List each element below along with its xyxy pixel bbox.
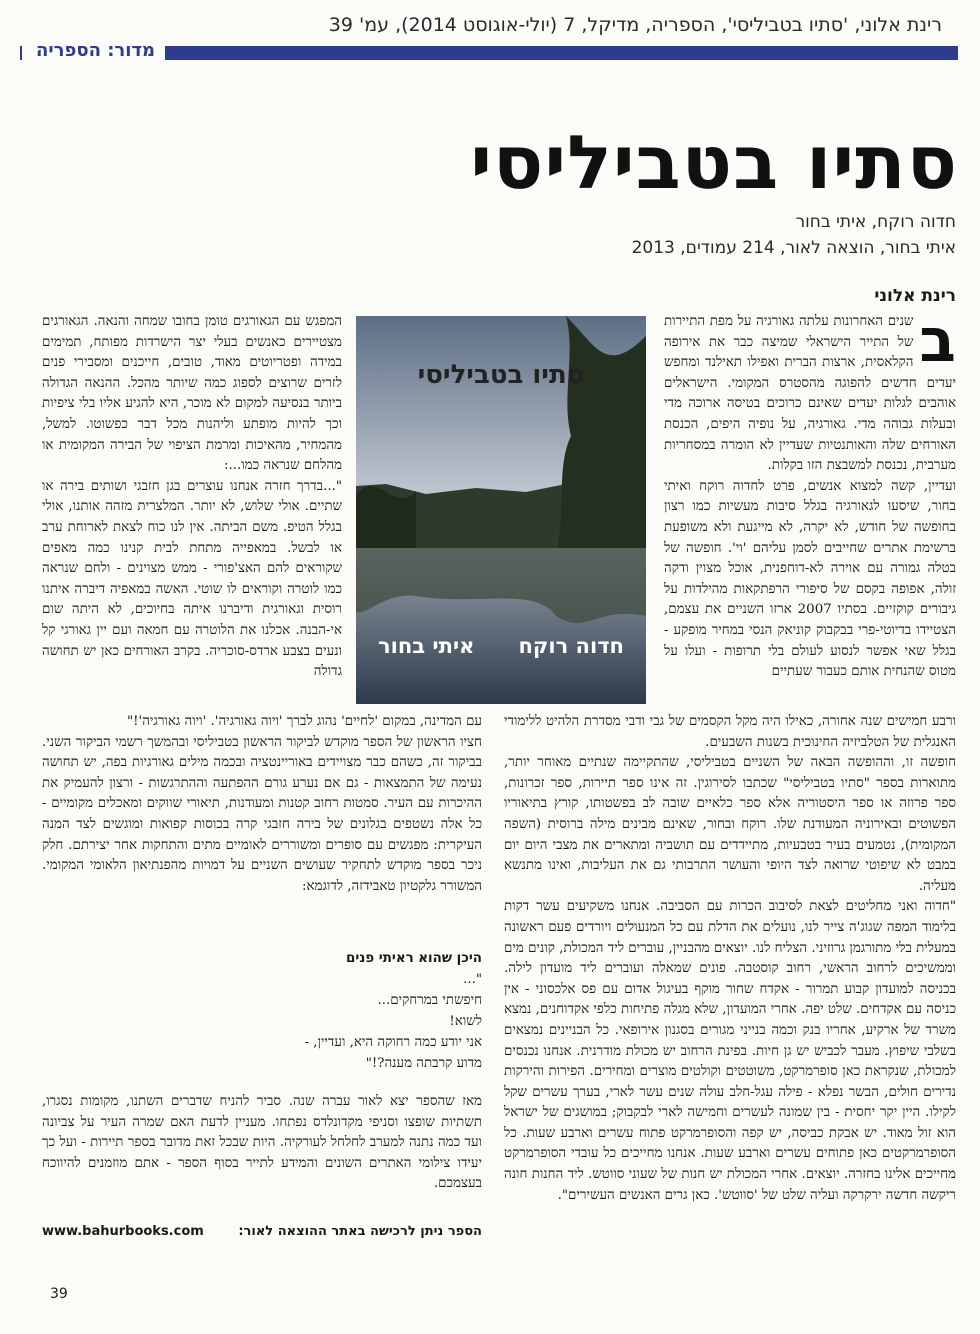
cover-author-left: איתי בחור — [378, 634, 475, 658]
purchase-line — [42, 1224, 482, 1239]
publisher-url[interactable]: www.bahurbooks.com — [42, 1224, 204, 1239]
section-label: מדור: הספריה — [22, 40, 165, 61]
purchase-text: הספר ניתן לרכישה באתר ההוצאה לאור: — [238, 1224, 482, 1239]
paragraph: "חדוה ואני מחליטים לצאת לסיבוב הכרות עם הסביבה. אנחנו משקיעים עשר דקות בלימוד המפה שגוג'ה צייר לנו, נועלים את הדלת עם כל המנעולים ויורדים פעם ראשונה במעלית בלי מתורגמן גרוזיני. הצליח לנו. יוצאים מהבניין, עוברים ליד המכולת, קונים מים וממשיכים לרחוב הראשי, רחוב קוסטבה. פונים שמאלה ועוברים ליד מועדון לילה. בכניסה למועדון קבוע תמרור - אקדח שחור מוקף בעיגול אדום עם פס אלכסוני - אין כניסה עם אקדחים. שלט יפה. אחרי המועדון, שלא מגלה פתיחות כלפי אקדוחנים, נמצא משרד של ארקיע, אחריו בנק וכמה בנייני מגורים בסגנון אירופאי. כל הבניינים נמצאים בשלבי שיפוץ. מעבר לכביש יש גן חיות. בפינת הרחוב יש מכולת מודרנית. אנחנו נכנסים למכולת, שנקראת כאן סופרמרקט, משוטטים וקולטים מוצרים ומחירים. הפירות והירקות נדירים חולים, הבשר נפלא - פילה עגל-חלב עולה שנים עשר לארי, בערך עשרים שקל לקילו. היין יקר יחסית - בין שמונה לעשרים וחמישה לארי לבקבוק; במושגים של ישראל הוא זול מאוד. יש אבקת כביסה, יש קפה והסופרמרקט פתוח עשרים וארבע שעות. כל הסופרמרקטים כאן פתוחים עשרים וארבע שעות. אנחנו מחייכים כל עובדי הסופרמרקט מחייכים אלינו בחזרה. יוצאים. אחרי המכולת יש חנות של שעוני סווטש. ליד החנות חונה ריקשה חדשה ירקרקה ועליה שלט של 'סווטש'. כאן גרים האנשים העשירים". — [504, 899, 956, 1203]
cover-title: סתיו בטביליסי — [417, 360, 585, 390]
left-column — [42, 312, 342, 683]
citation-header: רינת אלוני, 'סתיו בטביליסי', הספריה, מדיקל, 7 (יולי-אוגוסט 2014), עמ' 39 — [328, 14, 942, 36]
article-title: סתיו בטביליסי — [470, 120, 958, 206]
cover-authors — [356, 634, 646, 658]
paragraph: חציו הראשון של הספר מוקדש לביקור הראשון בטביליסי ובהמשך רשמי הביקור השני. בביקור זה, כשהם כבר מצויידים באוריינטציה ובכמה מילים גאורגיות בפה, יש תחושה נעימה של התמצאות - גם אם נערע גורם ההפתעה וההתרגשות - ורצון להעמיק את ההיכרות עם העיר. סמטות רחוב קטנות ומעודנות, תיאורי שווקים ומאכלים מקומיים - כל אלה נשטפים בגלונים של בירה חזבגי קרה בכוסות קפואות ומוגשים לצד המנה העיקרית: מפגשים עם סופרים ומשוררים לאומיים מתים והתחקות אחר יצירתם. חלק ניכר בספר מוקדש לתחקיר שעושים השניים על דמויות מהפנתיאון הלאומי המקומי. המשורר גלקטיון טאבידזה, לדוגמא: — [42, 734, 482, 894]
paragraph: חופשה זו, וההופשה הבאה של השניים בטביליסי, שהתקיימה שנתיים מאוחר יותר, מתוארות בספר "סתיו בטביליסי" שכתבו לסירוגין. זה אינו ספר תיירות, ספר זכרונות, ספר פרוזה או ספר היסטוריה אלא ספר כלאיים שובה לב בפשטותו, קורץ בתיאוריו הפשוטים ובאירוניה המעודנת שלו. רוקח ובחור, שאינם מבינים מילה ברוסית (השפה המקומית), נטמעים בעיר בטבעיות, מתיידדים עם תושביה ומתארים את מצבי היום יום במבט לא שיפוטי שרואה לצד היופי והעושר התרבותי גם את העליבות, ואינו מתנשא מעליה. — [504, 755, 956, 894]
book-authors: חדוה רוקח, איתי בחור — [795, 212, 956, 232]
page-number: 39 — [50, 1286, 68, 1302]
right-lower-column — [504, 712, 956, 1206]
cover-author-right: חדוה רוקח — [518, 634, 624, 658]
reviewer-name: רינת אלוני — [874, 286, 956, 306]
poem-heading: היכן שהוא ראיתי פנים — [346, 951, 482, 966]
paragraph: עם המדינה, במקום 'לחיים' נהוג לברך 'ויוה גאורגיה'. 'ויוה גאורגיה'!" — [126, 714, 482, 729]
book-publisher: איתי בחור, הוצאה לאור, 214 עמודים, 2013 — [631, 238, 956, 258]
paragraph: ב שנים האחרונות עלתה גאורגיה על מפת התיירות של התייר הישראלי שמיצה כבר את אירופה הקלאסית, ארצות הברית ואפילו תאילנד ומחפש יעדים חדשים להפוגה מהסטרס המקומי. הישראלים אוהבים לגלות יעדים שאינם כרוכים בטיסה ארוכה מדי ובעלות גבוהה מדי. גאורגיה, על נופיה היפים, הכנסת האורחים שלה והאותנטיות שעדיין לא הומרה במסחריות מערבית, נכנסת למשבצת הזו בקלות. — [664, 306, 956, 474]
paragraph: המפגש עם הגאורגים טומן בחובו שמחה והנאה. הגאורגים מצטיירים כאנשים בעלי יצר הישרדות מפותח, תמימים במידה ופטריוטים מאוד, טובים, חייכנים ומסבירי פנים לזרים שרוצים לספוג כמה שיותר מהכל. ההנאה הגדולה ביותר בנסיעה למקום לא מוכר, היא להגיע אליו בלי ציפיות וכך להיות מופתע וליהנות מכל דבר כפשוטו. למשל, מהמחיר, מהאיכות ומרמת הציפוי של הבירה המקומית או מהלחם שנראה כמו...: — [42, 314, 342, 474]
section-band-tick — [254, 46, 264, 60]
paragraph: "...בדרך חזרה אנחנו עוצרים בגן חזבגי ושותים בירה או שתיים. אולי שלוש, לא יותר. המלצרית מזהה אותנו, אולי בגלל הטיפ. משם הביתה. אין לנו כוח לצאת לארוחת ערב או לבשל. במאפייה מתחת לבית קנינו כמה מאפים שקוראים להם האצ'פורי - ממש מצוינים - ולחם שנראה כמו לוטרה וקוראים לו שוטי. האשה במאפיה דיברה איתנו רוסית וגאורגית ודיברנו איתה בחיוכים, לא היתה שום אי-הבנה. אכלנו את הלוטרה עם חמאה ועם יין גאורגי קל ונעים בצבע ארדס-סוכריה. בקרב האורחים כאן יש תחושה גדולה — [42, 478, 342, 680]
poem-line: חיפשתי במרחקים... — [377, 993, 482, 1008]
poem-line: מדוע קרבתה מענה?!" — [365, 1056, 482, 1071]
poem-quote — [42, 948, 482, 1074]
poem-line: "... — [463, 972, 482, 987]
right-column — [664, 306, 957, 683]
closing-paragraph — [42, 1092, 482, 1195]
paragraph: ורבע חמישים שנה אחורה, כאילו היה מקל הקסמים של גבי ודבי מסדרת הלהיט ללימודי האנגלית של הטלביזיה החינוכית בשנות השבעים. — [504, 714, 956, 750]
mid-left-column — [42, 712, 482, 897]
paragraph: מאז שהספר יצא לאור עברה שנה. סביר להניח שדברים השתנו, מקומות נסגרו, תשתיות שופצו וסניפי מקדונלדס נפתחו. מעניין לדעת האם שמרה העיר על צביונה ועד כמה נתנה למערב לחלחל לעורקיה. היות שבכל זאת מדובר בספר תיירות - ועל כך יעידו צילומי האתרים השונים והמידע לתייר בסוף הספר - אתם מוזמנים להיווכח בעצמכם. — [42, 1094, 482, 1192]
book-cover-image — [356, 316, 646, 704]
paragraph: ועדיין, קשה למצוא אנשים, פרט לחדוה רוקח ואיתי בחור, שיסעו לגאורגיה בגלל סיבות מעשיות כמו רצון בחופשה של חודש, לא יקרה, לא מייגעת ולא משופעת ברשימת אתרים שחייבים לסמן עליהם 'וי'. חופשה של בטלה גמורה עם אוירה לא-דוחפנית, אוכל מצוין ודקה זולה, אפופה בקסם של סיפורי הרפתקאות מהילדות על גיבורים קוקזיים. בסתיו 2007 ארזו השניים את עצמם, הצטיידו בדיוטי-פרי בבקבוק קוניאק הנסי במחיר מופקע - בגלל שאי אפשר לנסוע לעולם בלי תרופות - ועלו על מטוס שהנחית אותם כעבור שעתיים — [664, 478, 957, 680]
poem-line: לשוא! — [449, 1014, 482, 1029]
poem-line: אני יודע כמה רחוקה היא, ועדיין, - — [304, 1035, 482, 1050]
drop-cap: ב — [919, 306, 956, 376]
